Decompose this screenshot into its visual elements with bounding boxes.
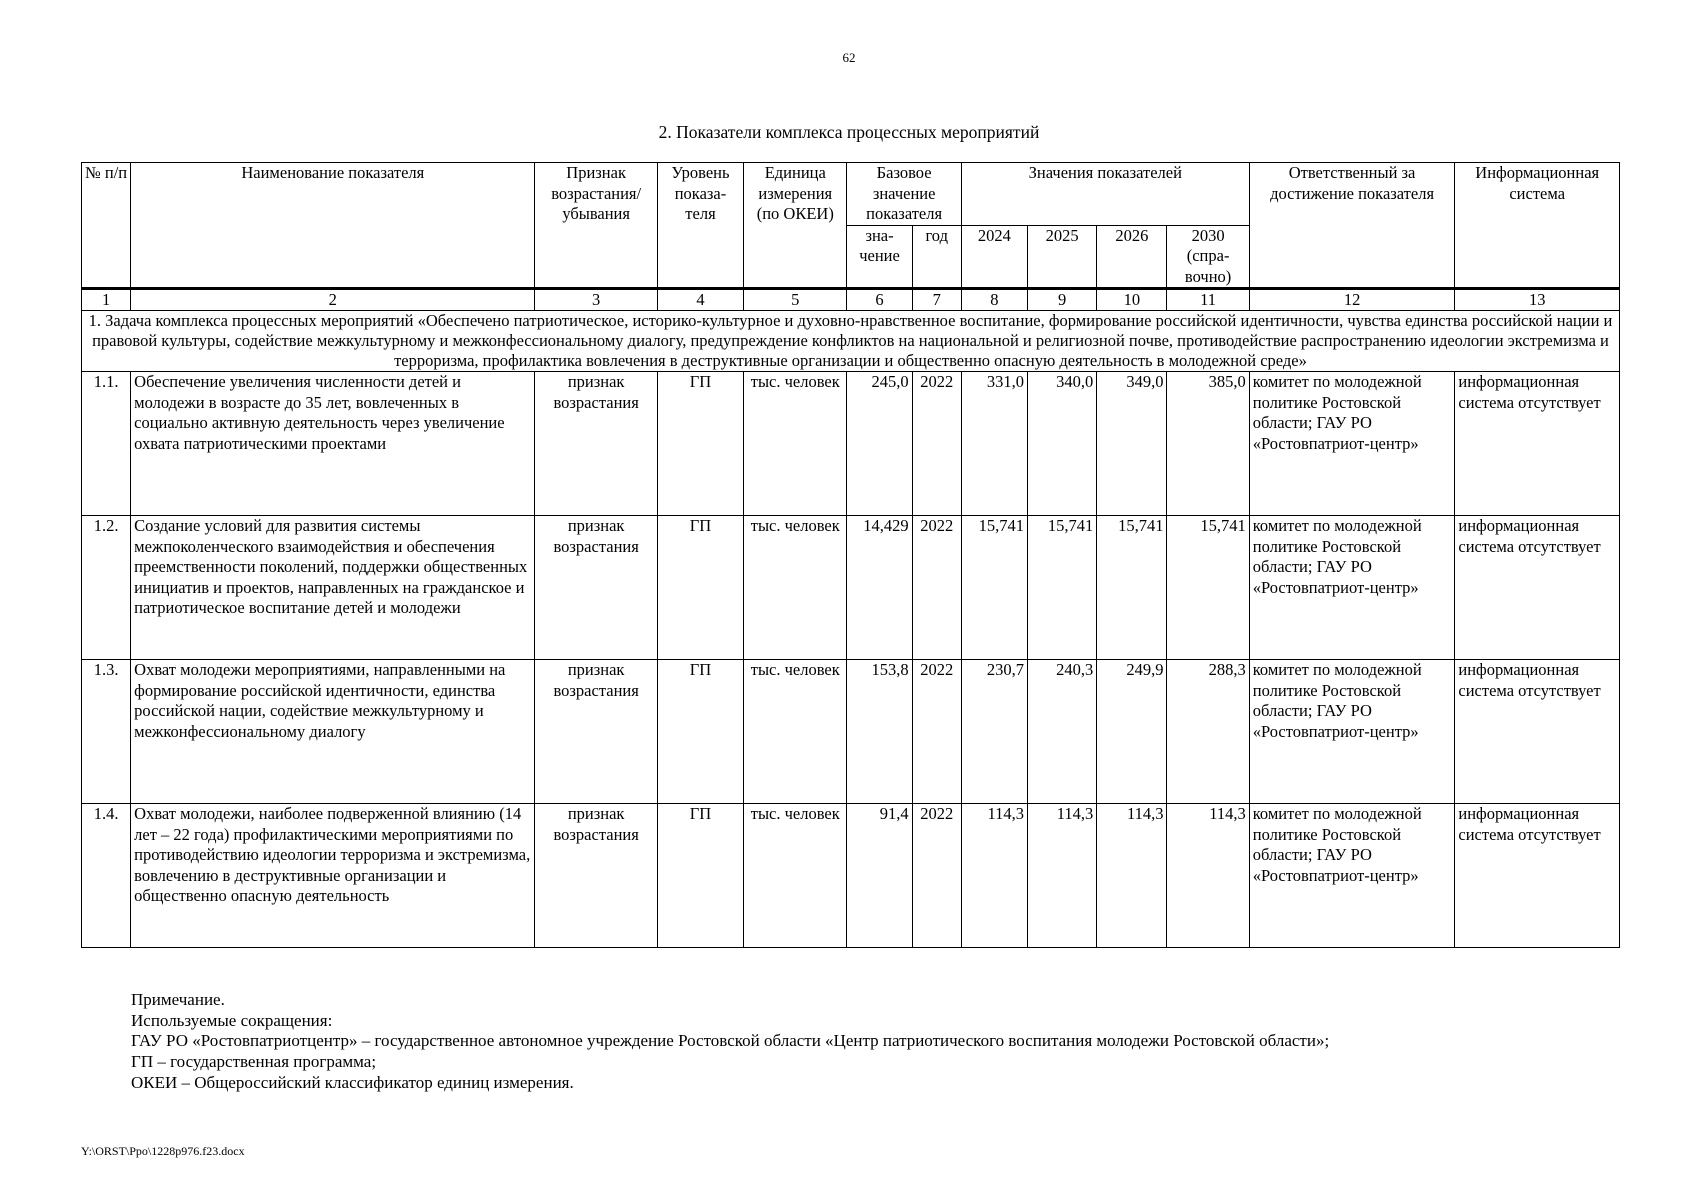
- row-responsible: комитет по молодежной политике Ростовской области; ГАУ РО «Ростовпатриот-центр»: [1249, 372, 1455, 516]
- row-num: 1.4.: [82, 804, 131, 948]
- row-unit: тыс. человек: [744, 372, 847, 516]
- column-number: 1: [82, 289, 131, 311]
- column-number: 2: [131, 289, 535, 311]
- header-2025: 2025: [1028, 225, 1097, 289]
- row-sign: признак возрастания: [535, 372, 657, 516]
- row-level: ГП: [657, 804, 743, 948]
- table-row: [82, 372, 1620, 516]
- column-number: 3: [535, 289, 657, 311]
- column-number: 7: [912, 289, 961, 311]
- header-level: Уровень показа-теля: [657, 163, 743, 289]
- row-base-value: 14,429: [847, 516, 912, 660]
- row-name: Создание условий для развития системы межпоколенческого взаимодействия и обеспечения преемственности поколений, поддержки общественных инициатив и проектов, направленных на гражданское и патриотическое воспитание детей и молодежи: [131, 516, 535, 660]
- column-number: 5: [744, 289, 847, 311]
- header-row-1: [82, 163, 1620, 226]
- abbreviation-item: ГАУ РО «Ростовпатриотцентр» – государственное автономное учреждение Ростовской области «Центр патриотического воспитания молодежи Ростовской области»;: [131, 1031, 1330, 1051]
- header-2030: 2030 (спра-вочно): [1167, 225, 1249, 289]
- table-row: [82, 660, 1620, 804]
- row-base-value: 245,0: [847, 372, 912, 516]
- column-number: 6: [847, 289, 912, 311]
- row-value-2026: 249,9: [1097, 660, 1167, 804]
- header-num: № п/п: [82, 163, 131, 289]
- header-base-value: зна-чение: [847, 225, 912, 289]
- abbreviations-title: Используемые сокращения:: [131, 1010, 333, 1030]
- header-values: Значения показателей: [961, 163, 1249, 226]
- row-info-system: информационная система отсутствует: [1455, 804, 1620, 948]
- row-responsible: комитет по молодежной политике Ростовской области; ГАУ РО «Ростовпатриот-центр»: [1249, 660, 1455, 804]
- task-description: 1. Задача комплекса процессных мероприятий «Обеспечено патриотическое, историко-культурное и духовно-нравственное воспитание, формирование российской идентичности, чувства единства российской нации и правовой культуры, содействие межкультурному и межконфессиональному диалогу, предупреждение конфликтов на национальной и религиозной почве, противодействие распространению идеологии экстремизма и терроризма, профилактика вовлечения в деструктивные организации и общественно опасную деятельность в молодежной среде»: [82, 311, 1620, 372]
- row-unit: тыс. человек: [744, 660, 847, 804]
- row-value-2026: 349,0: [1097, 372, 1167, 516]
- row-value-2025: 340,0: [1028, 372, 1097, 516]
- row-sign: признак возрастания: [535, 660, 657, 804]
- column-number-row: [82, 289, 1620, 311]
- row-value-2024: 114,3: [961, 804, 1027, 948]
- row-value-2024: 230,7: [961, 660, 1027, 804]
- column-number: 10: [1097, 289, 1167, 311]
- row-sign: признак возрастания: [535, 804, 657, 948]
- page-number: 62: [842, 50, 856, 65]
- table-row: [82, 516, 1620, 660]
- section-title: 2. Показатели комплекса процессных мероприятий: [658, 122, 1040, 142]
- column-number: 8: [961, 289, 1027, 311]
- header-responsible: Ответственный за достижение показателя: [1249, 163, 1455, 289]
- abbreviation-item: ОКЕИ – Общероссийский классификатор единиц измерения.: [131, 1072, 574, 1092]
- row-value-2025: 15,741: [1028, 516, 1097, 660]
- column-number: 12: [1249, 289, 1455, 311]
- header-info-system: Информационная система: [1455, 163, 1620, 289]
- column-number: 9: [1028, 289, 1097, 311]
- row-base-year: 2022: [912, 516, 961, 660]
- row-value-2030: 288,3: [1167, 660, 1249, 804]
- header-base: Базовое значение показателя: [847, 163, 961, 226]
- row-num: 1.2.: [82, 516, 131, 660]
- notes: [131, 990, 1651, 1094]
- file-path: Y:\ORST\Ppo\1228p976.f23.docx: [81, 1144, 245, 1158]
- row-level: ГП: [657, 372, 743, 516]
- column-number: 11: [1167, 289, 1249, 311]
- row-info-system: информационная система отсутствует: [1455, 372, 1620, 516]
- column-number: 4: [657, 289, 743, 311]
- row-level: ГП: [657, 516, 743, 660]
- row-info-system: информационная система отсутствует: [1455, 660, 1620, 804]
- row-name: Обеспечение увеличения численности детей и молодежи в возрасте до 35 лет, вовлеченных в социально активную деятельность через увеличение охвата патриотическими проектами: [131, 372, 535, 516]
- row-value-2025: 114,3: [1028, 804, 1097, 948]
- header-sign: Признак возрастания/ убывания: [535, 163, 657, 289]
- abbreviation-item: ГП – государственная программа;: [131, 1052, 377, 1072]
- row-value-2030: 385,0: [1167, 372, 1249, 516]
- row-value-2026: 15,741: [1097, 516, 1167, 660]
- row-value-2024: 331,0: [961, 372, 1027, 516]
- task-row: [82, 311, 1620, 372]
- row-sign: признак возрастания: [535, 516, 657, 660]
- row-value-2024: 15,741: [961, 516, 1027, 660]
- row-base-value: 153,8: [847, 660, 912, 804]
- row-responsible: комитет по молодежной политике Ростовской области; ГАУ РО «Ростовпатриот-центр»: [1249, 804, 1455, 948]
- row-name: Охват молодежи мероприятиями, направленными на формирование российской идентичности, единства российской нации, содействие межкультурному и межконфессиональному диалогу: [131, 660, 535, 804]
- row-value-2026: 114,3: [1097, 804, 1167, 948]
- header-2026: 2026: [1097, 225, 1167, 289]
- header-name: Наименование показателя: [131, 163, 535, 289]
- header-2024: 2024: [961, 225, 1027, 289]
- row-info-system: информационная система отсутствует: [1455, 516, 1620, 660]
- row-unit: тыс. человек: [744, 804, 847, 948]
- column-number: 13: [1455, 289, 1620, 311]
- header-base-year: год: [912, 225, 961, 289]
- row-num: 1.1.: [82, 372, 131, 516]
- row-unit: тыс. человек: [744, 516, 847, 660]
- row-value-2030: 114,3: [1167, 804, 1249, 948]
- row-base-year: 2022: [912, 660, 961, 804]
- row-value-2025: 240,3: [1028, 660, 1097, 804]
- notes-title: Примечание.: [131, 990, 225, 1009]
- row-num: 1.3.: [82, 660, 131, 804]
- row-base-value: 91,4: [847, 804, 912, 948]
- row-responsible: комитет по молодежной политике Ростовской области; ГАУ РО «Ростовпатриот-центр»: [1249, 516, 1455, 660]
- row-value-2030: 15,741: [1167, 516, 1249, 660]
- header-unit: Единица измерения (по ОКЕИ): [744, 163, 847, 289]
- row-level: ГП: [657, 660, 743, 804]
- row-base-year: 2022: [912, 372, 961, 516]
- row-name: Охват молодежи, наиболее подверженной влиянию (14 лет – 22 года) профилактическими мероприятиями по противодействию идеологии терроризма и экстремизма, вовлечению в деструктивные организации и общественно опасную деятельность: [131, 804, 535, 948]
- row-base-year: 2022: [912, 804, 961, 948]
- table-row: [82, 804, 1620, 948]
- indicators-table: [81, 162, 1620, 948]
